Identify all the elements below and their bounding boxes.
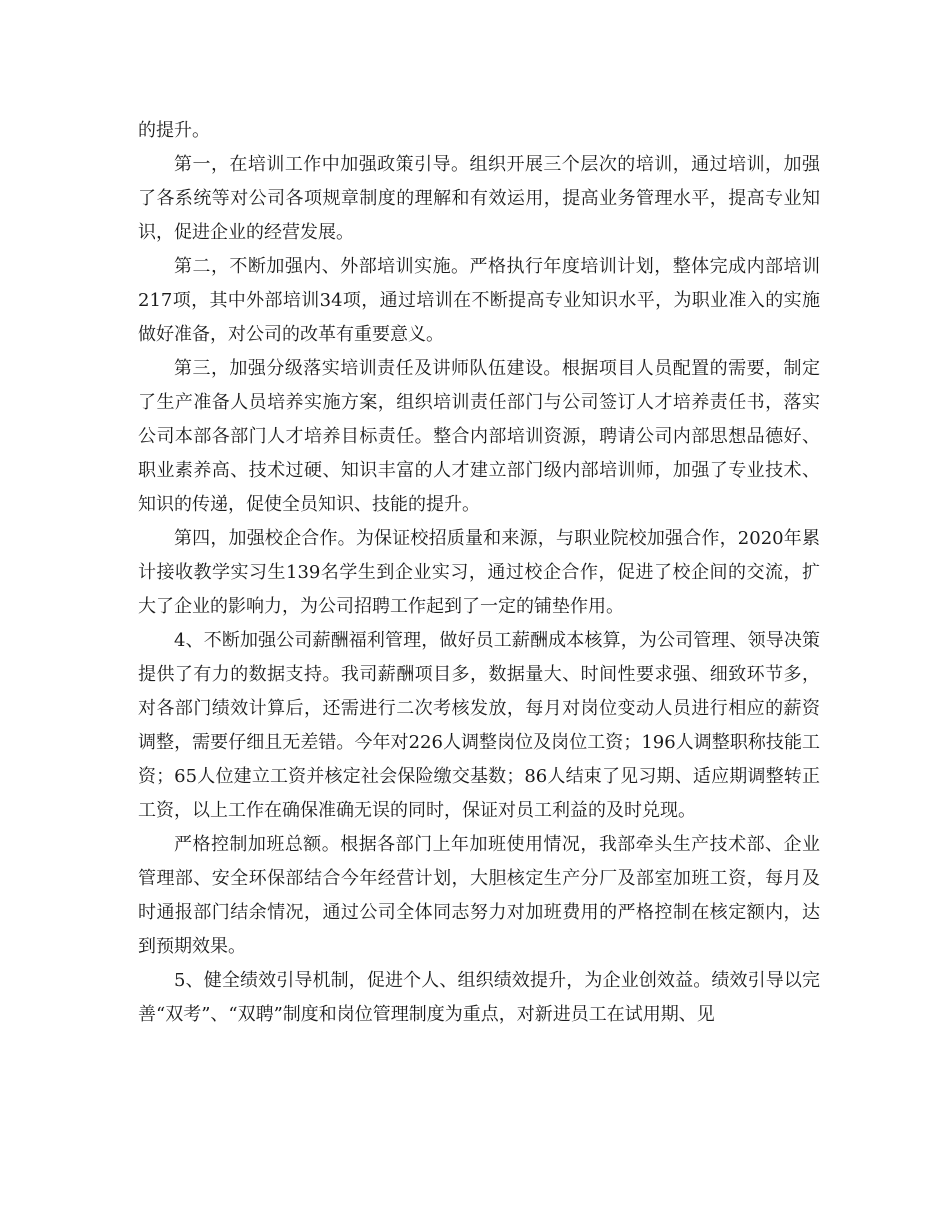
paragraph-overtime-control: 严格控制加班总额。根据各部门上年加班使用情况，我部牵头生产技术部、企业管理部、安全环保部结合今年经营计划，大胆核定生产分厂及部室加班工资，每月及时通报部门结余情况，通过公司全体同志努力对加班费用的严格控制在核定额内，达到预期效果。 (138, 834, 820, 957)
paragraph-first-policy-guidance: 第一，在培训工作中加强政策引导。组织开展三个层次的培训，通过培训，加强了各系统等对公司各项规章制度的理解和有效运用，提高业务管理水平，提高专业知识，促进企业的经营发展。 (138, 154, 820, 243)
paragraph-performance-mechanism: 5、健全绩效引导机制，促进个人、组织绩效提升，为企业创效益。绩效引导以完善“双考”、“双聘”制度和岗位管理制度为重点，对新进员工在试用期、见 (138, 970, 820, 1025)
paragraph-fourth-school-enterprise: 第四，加强校企合作。为保证校招质量和来源，与职业院校加强合作，2020年累计接收教学实习生139名学生到企业实习，通过校企合作，促进了校企间的交流，扩大了企业的影响力，为公司招聘工作起到了一定的铺垫作用。 (138, 528, 820, 617)
paragraph-third-trainer-team: 第三，加强分级落实培训责任及讲师队伍建设。根据项目人员配置的需要，制定了生产准备人员培养实施方案，组织培训责任部门与公司签订人才培养责任书，落实公司本部各部门人才培养目标责任。整合内部培训资源，聘请公司内部思想品德好、职业素养高、技术过硬、知识丰富的人才建立部门级内部培训师，加强了专业技术、知识的传递，促使全员知识、技能的提升。 (138, 358, 820, 515)
paragraph-second-training-implementation: 第二，不断加强内、外部培训实施。严格执行年度培训计划，整体完成内部培训217项，其中外部培训34项，通过培训在不断提高专业知识水平，为职业准入的实施做好准备，对公司的改革有重要意义。 (138, 256, 820, 345)
paragraph-continuation: 的提升。 (138, 120, 210, 141)
paragraph-salary-management: 4、不断加强公司薪酬福利管理，做好员工薪酬成本核算，为公司管理、领导决策提供了有力的数据支持。我司薪酬项目多，数据量大、时间性要求强、细致环节多，对各部门绩效计算后，还需进行二次考核发放，每月对岗位变动人员进行相应的薪资调整，需要仔细且无差错。今年对226人调整岗位及岗位工资；196人调整职称技能工资；65人位建立工资并核定社会保险缴交基数；86人结束了见习期、适应期调整转正工资，以上工作在确保准确无误的同时，保证对员工利益的及时兑现。 (138, 630, 820, 821)
document-body (138, 114, 820, 1032)
